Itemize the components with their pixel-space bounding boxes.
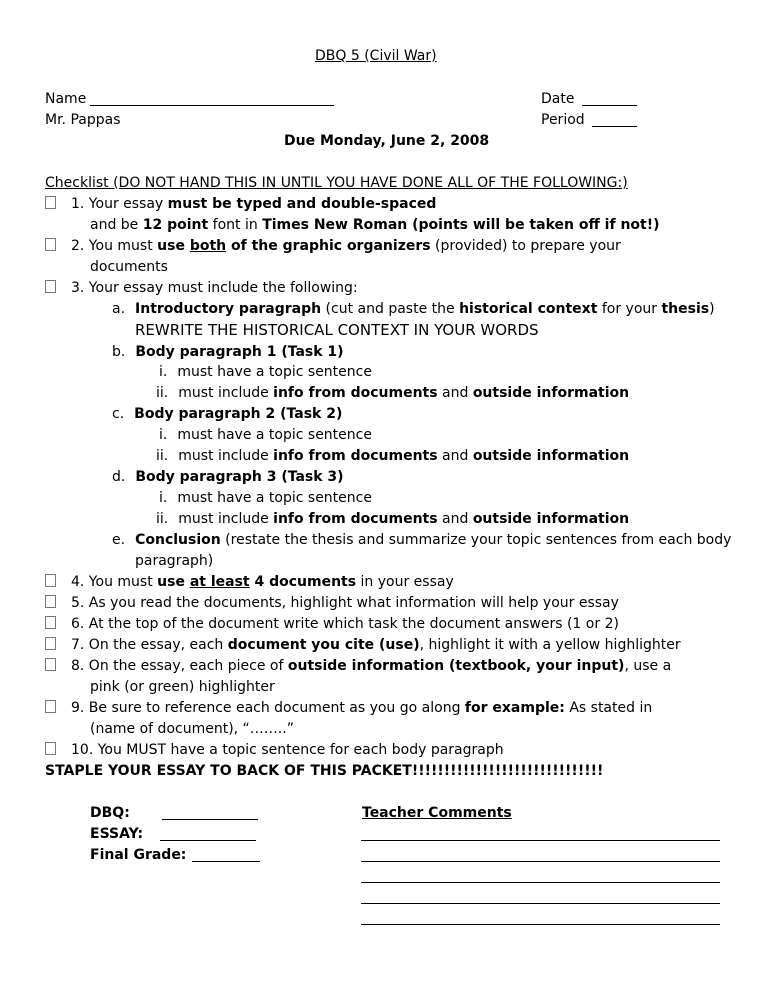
item-text: 6. At the top of the document write which task the document answers (1 or 2) bbox=[71, 616, 619, 632]
item-emphasis: Times New Roman (points will be taken off if not!) bbox=[262, 217, 660, 233]
item-text: in your essay bbox=[356, 574, 454, 590]
item-text: must have a topic sentence bbox=[177, 490, 372, 506]
item-emphasis: Body paragraph 1 (Task 1) bbox=[135, 344, 344, 360]
item-emphasis: 12 point bbox=[142, 217, 209, 233]
roman-num: i. bbox=[159, 490, 168, 506]
item-emphasis: at least bbox=[189, 574, 250, 590]
item-emphasis: Conclusion bbox=[135, 532, 221, 548]
checkbox-icon bbox=[45, 700, 56, 713]
item-emphasis: outside information (textbook, your input) bbox=[287, 658, 625, 674]
item-3c bbox=[112, 405, 342, 423]
teacher-name: Mr. Pappas bbox=[45, 112, 121, 128]
item-emphasis: outside information bbox=[472, 448, 630, 464]
item-3c-ii bbox=[156, 447, 629, 465]
item-emphasis: historical context bbox=[459, 301, 598, 317]
item-emphasis: Body paragraph 2 (Task 2) bbox=[134, 406, 343, 422]
comment-line bbox=[361, 903, 720, 904]
sub-letter: e. bbox=[112, 532, 126, 548]
comment-line bbox=[361, 840, 720, 841]
item-text: 1. Your essay bbox=[71, 196, 168, 212]
checklist-item-8-cont: pink (or green) highlighter bbox=[90, 679, 275, 695]
teacher-comments-heading: Teacher Comments bbox=[362, 805, 512, 821]
period-label: Period bbox=[541, 112, 585, 128]
essay-grade-line bbox=[160, 840, 256, 841]
checklist-item-3 bbox=[45, 279, 358, 297]
checklist-item-9-cont: (name of document), “……..” bbox=[90, 721, 294, 737]
checklist-item-10 bbox=[45, 741, 504, 759]
item-3e-cont: paragraph) bbox=[135, 553, 214, 569]
item-emphasis: of the graphic organizers bbox=[226, 238, 431, 254]
date-line bbox=[582, 105, 637, 106]
item-3b-ii bbox=[156, 384, 629, 402]
item-3b bbox=[112, 343, 344, 361]
item-emphasis: Introductory paragraph bbox=[135, 301, 322, 317]
item-emphasis: Body paragraph 3 (Task 3) bbox=[135, 469, 344, 485]
period-line bbox=[592, 126, 637, 127]
item-emphasis: document you cite (use) bbox=[227, 637, 420, 653]
checklist-item-4 bbox=[45, 573, 454, 591]
item-emphasis: thesis bbox=[661, 301, 710, 317]
item-text: (restate the thesis and summarize your topic sentences from each body bbox=[220, 532, 732, 548]
item-text: 4. You must bbox=[71, 574, 158, 590]
checkbox-icon bbox=[45, 238, 56, 251]
item-text: and bbox=[437, 448, 473, 464]
item-text: must have a topic sentence bbox=[177, 364, 372, 380]
staple-notice: STAPLE YOUR ESSAY TO BACK OF THIS PACKET!!!!!!!!!!!!!!!!!!!!!!!!!!!!!! bbox=[45, 763, 604, 779]
checklist-item-8 bbox=[45, 657, 671, 675]
sub-letter: b. bbox=[112, 344, 126, 360]
roman-num: i. bbox=[159, 427, 168, 443]
checkbox-icon bbox=[45, 616, 56, 629]
item-text: 8. On the essay, each piece of bbox=[71, 658, 288, 674]
item-emphasis: both bbox=[189, 238, 227, 254]
item-text: font in bbox=[208, 217, 263, 233]
roman-num: i. bbox=[159, 364, 168, 380]
checkbox-icon bbox=[45, 637, 56, 650]
item-3a-rewrite: REWRITE THE HISTORICAL CONTEXT IN YOUR WORDS bbox=[135, 321, 539, 339]
item-text: As stated in bbox=[564, 700, 653, 716]
item-text: , use a bbox=[624, 658, 672, 674]
item-text: must include bbox=[178, 448, 274, 464]
due-date: Due Monday, June 2, 2008 bbox=[284, 133, 490, 149]
checklist-heading: Checklist (DO NOT HAND THIS IN UNTIL YOU HAVE DONE ALL OF THE FOLLOWING:) bbox=[45, 175, 628, 191]
roman-num: ii. bbox=[156, 448, 169, 464]
page-title: DBQ 5 (Civil War) bbox=[315, 48, 437, 64]
item-text: 2. You must bbox=[71, 238, 158, 254]
item-3d bbox=[112, 468, 344, 486]
checklist-item-2-cont: documents bbox=[90, 259, 168, 275]
item-emphasis: outside information bbox=[472, 385, 630, 401]
roman-num: ii. bbox=[156, 385, 169, 401]
item-emphasis: use bbox=[157, 238, 190, 254]
item-3b-i bbox=[159, 363, 372, 381]
checklist-item-1-cont bbox=[90, 216, 660, 234]
item-emphasis: use bbox=[157, 574, 190, 590]
checklist-item-9 bbox=[45, 699, 652, 717]
dbq-grade-label: DBQ: bbox=[90, 805, 130, 821]
checklist-item-5 bbox=[45, 594, 619, 612]
sub-letter: d. bbox=[112, 469, 126, 485]
item-3e bbox=[112, 531, 731, 549]
comment-line bbox=[361, 882, 720, 883]
checkbox-icon bbox=[45, 658, 56, 671]
checkbox-icon bbox=[45, 196, 56, 209]
name-line bbox=[90, 105, 334, 106]
item-text: 5. As you read the documents, highlight what information will help your essay bbox=[71, 595, 619, 611]
item-emphasis: info from documents bbox=[273, 448, 438, 464]
item-text: must include bbox=[178, 385, 274, 401]
sub-letter: c. bbox=[112, 406, 125, 422]
item-3c-i bbox=[159, 426, 372, 444]
item-text: and bbox=[437, 385, 473, 401]
item-text: must have a topic sentence bbox=[177, 427, 372, 443]
roman-num: ii. bbox=[156, 511, 169, 527]
sub-letter: a. bbox=[112, 301, 126, 317]
item-emphasis: 4 documents bbox=[249, 574, 357, 590]
item-text: (cut and paste the bbox=[321, 301, 460, 317]
final-grade-label: Final Grade: bbox=[90, 847, 187, 863]
comment-line bbox=[361, 861, 720, 862]
item-text: 7. On the essay, each bbox=[71, 637, 228, 653]
item-text: ) bbox=[709, 301, 715, 317]
item-emphasis: must be typed and double-spaced bbox=[167, 196, 437, 212]
checklist-item-6 bbox=[45, 615, 619, 633]
item-text: and bbox=[437, 511, 473, 527]
item-text: must include bbox=[178, 511, 274, 527]
item-text: for your bbox=[597, 301, 662, 317]
item-text: and be bbox=[90, 217, 143, 233]
essay-grade-label: ESSAY: bbox=[90, 826, 144, 842]
item-text: , highlight it with a yellow highlighter bbox=[419, 637, 681, 653]
item-text: 3. Your essay must include the following: bbox=[71, 280, 358, 296]
item-3d-i bbox=[159, 489, 372, 507]
item-emphasis: for example: bbox=[464, 700, 565, 716]
checkbox-icon bbox=[45, 595, 56, 608]
item-text: 10. You MUST have a topic sentence for each body paragraph bbox=[71, 742, 504, 758]
item-text: 9. Be sure to reference each document as you go along bbox=[71, 700, 465, 716]
checklist-item-7 bbox=[45, 636, 681, 654]
dbq-grade-line bbox=[162, 819, 258, 820]
checkbox-icon bbox=[45, 574, 56, 587]
checkbox-icon bbox=[45, 742, 56, 755]
item-emphasis: info from documents bbox=[273, 511, 438, 527]
name-label: Name bbox=[45, 91, 87, 107]
date-label: Date bbox=[541, 91, 575, 107]
checklist-item-1 bbox=[45, 195, 436, 213]
checklist-item-2 bbox=[45, 237, 621, 255]
comment-line bbox=[361, 924, 720, 925]
checkbox-icon bbox=[45, 280, 56, 293]
item-3d-ii bbox=[156, 510, 629, 528]
item-emphasis: info from documents bbox=[273, 385, 438, 401]
item-3a bbox=[112, 300, 715, 318]
item-emphasis: outside information bbox=[472, 511, 630, 527]
final-grade-line bbox=[192, 861, 260, 862]
item-text: (provided) to prepare your bbox=[430, 238, 621, 254]
